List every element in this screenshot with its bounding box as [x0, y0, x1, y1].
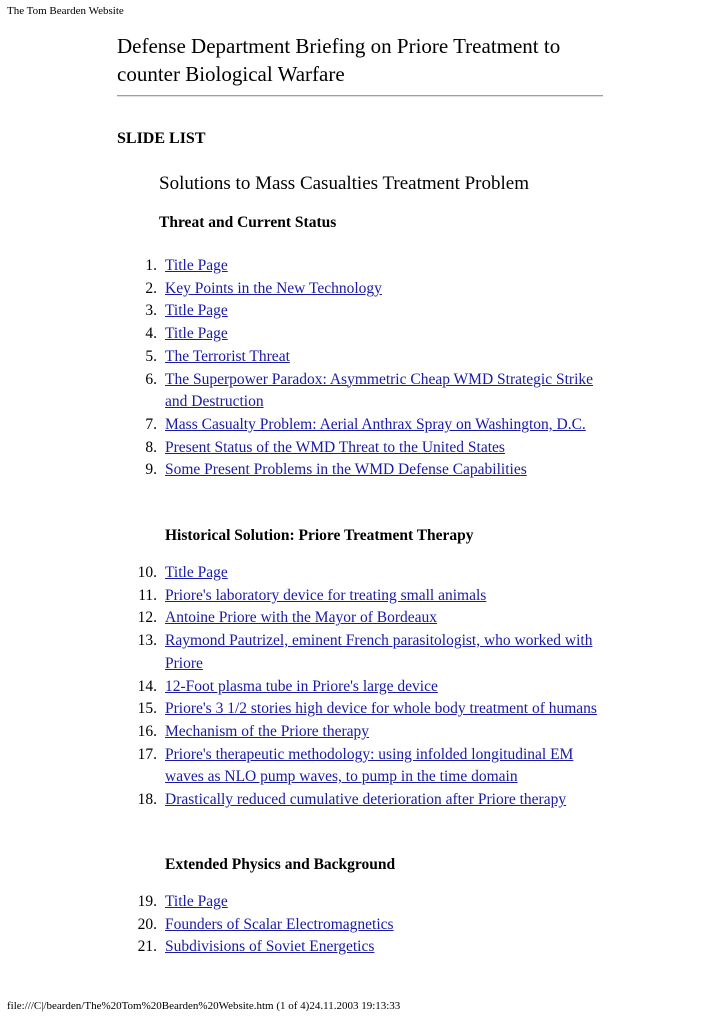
page-header: The Tom Bearden Website: [7, 5, 124, 17]
item-number: 11.: [138, 586, 157, 604]
list-item: [116, 789, 611, 812]
item-number: 18.: [137, 791, 157, 809]
list-item: [116, 936, 611, 959]
slide-link[interactable]: Raymond Pautrizel, eminent French parasitologist, who worked with Priore: [165, 632, 593, 672]
section-heading-physics: Extended Physics and Background: [165, 856, 396, 873]
item-number: 4.: [145, 325, 157, 343]
section-heading-threat: Threat and Current Status: [159, 214, 337, 231]
item-number: 14.: [137, 677, 157, 695]
item-number: 10.: [137, 564, 157, 581]
list-item: [116, 585, 611, 608]
slide-list-heading: SLIDE LIST: [117, 130, 206, 147]
item-number: 20.: [137, 915, 157, 933]
item-number: 7.: [145, 415, 157, 433]
slide-link[interactable]: Antoine Priore with the Mayor of Bordeaux: [165, 609, 438, 627]
slide-link[interactable]: Title Page: [165, 325, 228, 343]
list-item: [116, 744, 611, 789]
item-number: 9.: [145, 461, 157, 479]
list-item: [116, 437, 611, 460]
slide-link[interactable]: Title Page: [165, 893, 228, 910]
slide-link[interactable]: Title Page: [165, 564, 228, 581]
item-number: 6.: [145, 370, 157, 388]
list-item: [116, 630, 611, 675]
slide-list-historical: [116, 562, 611, 812]
list-item: [116, 721, 611, 744]
item-number: 12.: [137, 609, 157, 627]
slide-link[interactable]: 12-Foot plasma tube in Priore's large device: [165, 677, 438, 695]
item-number: 8.: [145, 438, 157, 456]
page-footer: file:///C|/bearden/The%20Tom%20Bearden%20Website.htm (1 of 4)24.11.2003 19:13:33: [7, 1000, 401, 1012]
slide-link[interactable]: Priore's 3 1/2 stories high device for whole body treatment of humans: [165, 700, 597, 718]
list-item: [116, 891, 611, 914]
slide-list-physics: [116, 891, 611, 959]
list-item: [116, 914, 611, 937]
item-number: 15.: [137, 700, 157, 718]
item-number: 3.: [145, 302, 157, 320]
item-number: 13.: [137, 632, 157, 650]
page-title: Defense Department Briefing on Priore Treatment to counter Biological Warfare: [117, 34, 561, 86]
list-item: [116, 414, 611, 437]
list-item: [116, 323, 611, 346]
item-number: 17.: [137, 745, 157, 763]
list-item: [116, 676, 611, 699]
slide-link[interactable]: Key Points in the New Technology: [165, 279, 382, 297]
slide-link[interactable]: Title Page: [165, 302, 228, 320]
slide-link[interactable]: The Terrorist Threat: [165, 347, 290, 365]
slide-link[interactable]: Some Present Problems in the WMD Defense Capabilities: [165, 461, 527, 479]
slide-link[interactable]: Mass Casualty Problem: Aerial Anthrax Spray on Washington, D.C.: [165, 415, 586, 433]
title-divider: [117, 95, 603, 97]
item-number: 1.: [145, 257, 157, 274]
list-item: [116, 278, 611, 301]
slide-list-threat: [116, 255, 611, 482]
slide-link[interactable]: Title Page: [165, 257, 228, 274]
item-number: 21.: [137, 938, 157, 956]
list-item: [116, 562, 611, 585]
list-item: [116, 607, 611, 630]
item-number: 5.: [145, 347, 157, 365]
briefing-subtitle: Solutions to Mass Casualties Treatment Problem: [159, 173, 529, 194]
item-number: 16.: [137, 722, 157, 740]
list-item: [116, 300, 611, 323]
list-item: [116, 369, 611, 414]
slide-link[interactable]: Mechanism of the Priore therapy: [165, 722, 370, 740]
slide-link[interactable]: Priore's therapeutic methodology: using infolded longitudinal EM waves as NLO pump waves, to pump in the time domain: [165, 745, 574, 786]
slide-link[interactable]: Drastically reduced cumulative deterioration after Priore therapy: [165, 791, 567, 809]
slide-link[interactable]: Present Status of the WMD Threat to the United States: [165, 438, 505, 456]
slide-link[interactable]: Founders of Scalar Electromagnetics: [165, 915, 394, 933]
item-number: 2.: [145, 279, 157, 297]
slide-link[interactable]: Subdivisions of Soviet Energetics: [165, 938, 375, 956]
list-item: [116, 346, 611, 369]
list-item: [116, 459, 611, 482]
slide-link[interactable]: The Superpower Paradox: Asymmetric Cheap WMD Strategic Strike and Destruction: [165, 370, 594, 411]
list-item: [116, 255, 611, 278]
item-number: 19.: [137, 893, 157, 910]
section-heading-historical: Historical Solution: Priore Treatment Therapy: [165, 527, 474, 544]
list-item: [116, 698, 611, 721]
slide-link[interactable]: Priore's laboratory device for treating small animals: [165, 586, 487, 604]
